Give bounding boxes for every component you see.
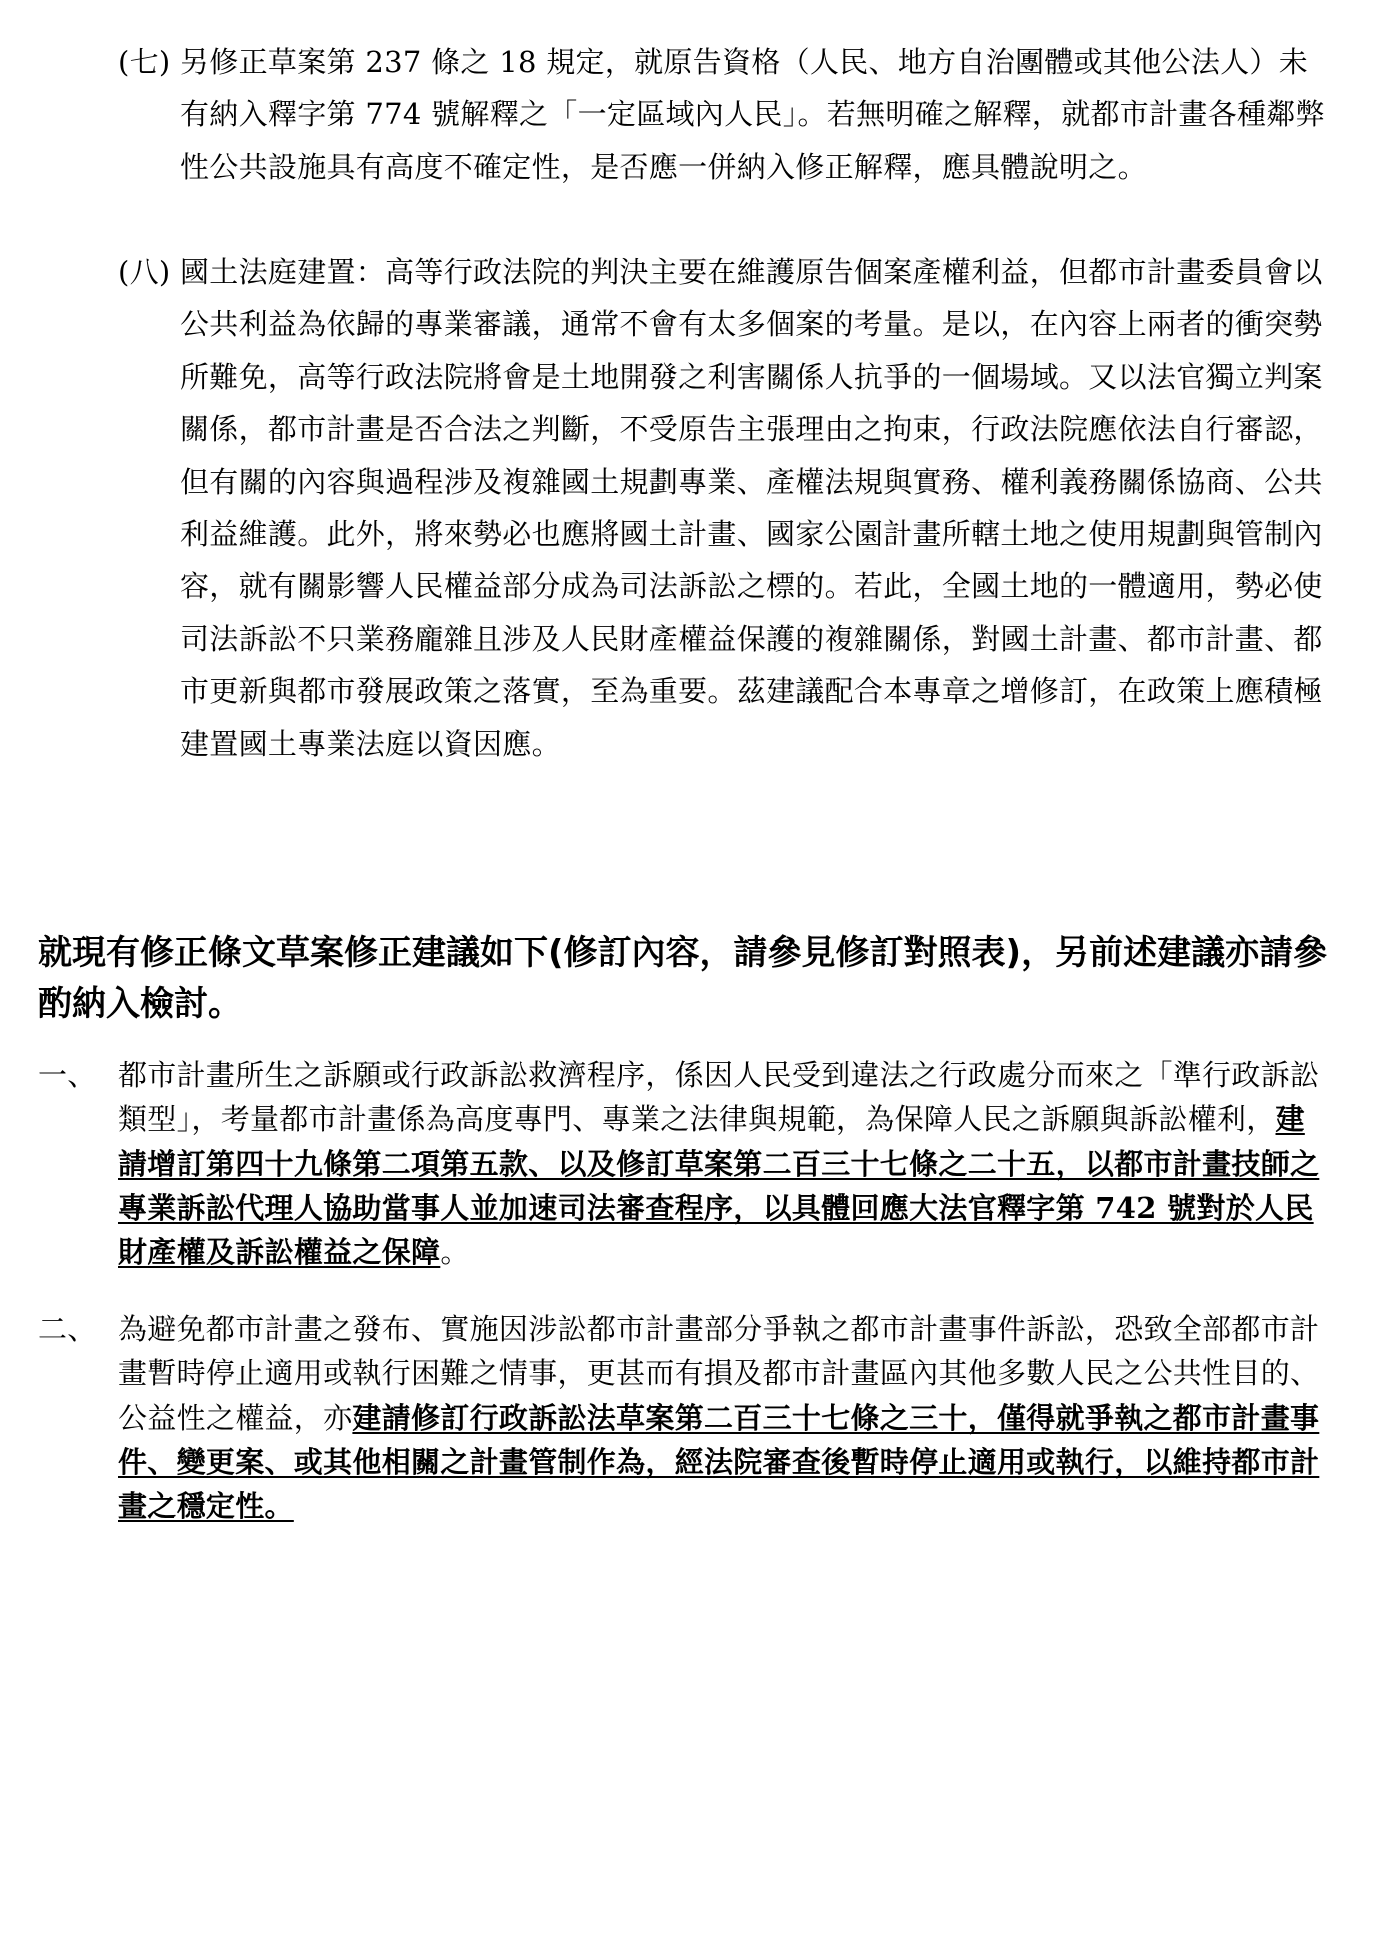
paragraph-item-8 (118, 246, 1328, 770)
suggestion-number: 一、 (38, 1058, 97, 1092)
item-text: 國土法庭建置：高等行政法院的判決主要在維護原告個案產權利益，但都市計畫委員會以公共利益為依歸的專業審議，通常不會有太多個案的考量。是以，在內容上兩者的衝突勢所難免，高等行政法院將會是土地開發之利害關係人抗爭的一個場域。又以法官獨立判案關係，都市計畫是否合法之判斷，不受原告主張理由之拘束，行政法院應依法自行審認，但有關的內容與過程涉及複雜國土規劃專業、產權法規與實務、權利義務關係協商、公共利益維護。此外，將來勢必也應將國土計畫、國家公園計畫所轄土地之使用規劃與管制內容，就有關影響人民權益部分成為司法訴訟之標的。若此，全國土地的一體適用，勢必使司法訴訟不只業務龐雜且涉及人民財產權益保護的複雜關係，對國土計畫、都市計畫、都市更新與都市發展政策之落實，至為重要。茲建議配合本專章之增修訂，在政策上應積極建置國土專業法庭以資因應。 (180, 255, 1323, 761)
suggestion-plain-text: 為避免都市計畫之發布、實施因涉訟都市計畫部分爭執之都市計畫事件訴訟，恐致全部都市計畫暫時停止適用或執行困難之情事，更甚而有損及都市計畫區內其他多數人民之公共性目的、公益性之權益，亦 (118, 1312, 1320, 1435)
suggestion-item-2 (38, 1307, 1328, 1528)
suggestion-text (118, 1053, 1328, 1274)
item-text: 另修正草案第 237 條之 18 規定，就原告資格（人民、地方自治團體或其他公法人）未有納入釋字第 774 號解釋之「一定區域內人民」。若無明確之解釋，就都市計畫各種鄰弊性公共設施具有高度不確定性，是否應一併納入修正解釋，應具體說明之。 (180, 45, 1325, 184)
suggestion-text (118, 1307, 1328, 1528)
item-label: (七) (118, 45, 171, 79)
suggestion-item-1 (38, 1053, 1328, 1274)
suggestion-number: 二、 (38, 1312, 97, 1346)
suggestion-emphasis: 建請增訂第四十九條第二項第五款、以及修訂草案第二百三十七條之二十五，以都市計畫技師之專業訴訟代理人協助當事人並加速司法審查程序，以具體回應大法官釋字第 742 號對於人民財產權及訴訟權益之保障 (118, 1102, 1320, 1270)
item-label: (八) (118, 255, 171, 289)
suggestion-emphasis: 建請修訂行政訴訟法草案第二百三十七條之三十，僅得就爭執之都市計畫事件、變更案、或其他相關之計畫管制作為，經法院審查後暫時停止適用或執行，以維持都市計畫之穩定性。 (118, 1400, 1320, 1524)
suggestion-tail: 。 (440, 1235, 470, 1270)
section-heading: 就現有修正條文草案修正建議如下(修訂內容，請參見修訂對照表)，另前述建議亦請參酌納入檢討。 (38, 933, 1328, 1024)
suggestion-plain-text: 都市計畫所生之訴願或行政訴訟救濟程序，係因人民受到違法之行政處分而來之「準行政訴訟類型」，考量都市計畫係為高度專門、專業之法律與規範，為保障人民之訴願與訴訟權利， (118, 1058, 1320, 1137)
paragraph-item-7 (118, 36, 1328, 193)
